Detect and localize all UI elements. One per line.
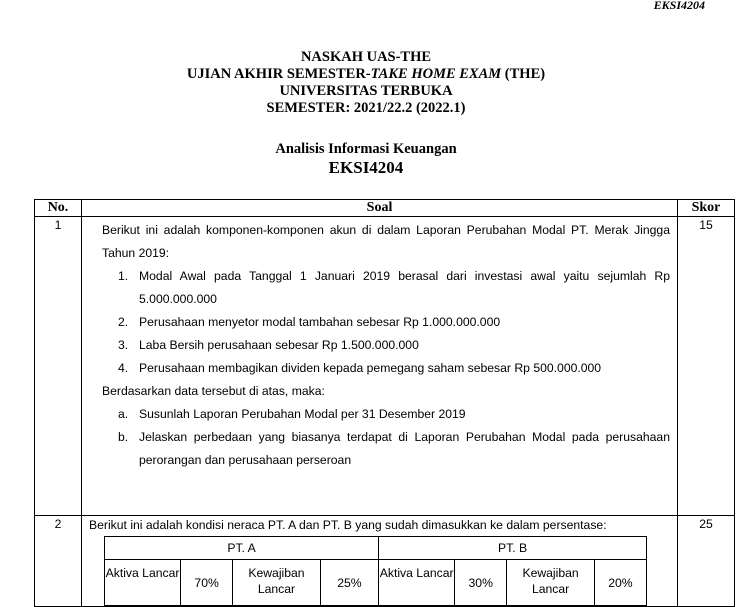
question-score: 25 [678,516,735,607]
header-skor: Skor [678,200,735,217]
course-title [0,141,732,177]
question-intro: Berikut ini adalah komponen-komponen akun di dalam Laporan Perubahan Modal PT. Merak Jingga Tahun 2019: [102,223,670,260]
cell-value: 70% [181,560,233,606]
question-number: 1 [35,217,82,516]
list-text: Jelaskan perbedaan yang biasanya terdapat di Laporan Perubahan Modal pada perusahaan perorangan dan perusahaan perseroan [139,430,670,467]
list-marker: 3. [118,338,129,352]
table-row [105,537,647,560]
cell-label: Aktiva Lancar [379,560,455,606]
list-text: Perusahaan menyetor modal tambahan sebesar Rp 1.000.000.000 [139,315,501,329]
list-marker: 1. [118,269,129,283]
header-line-2 [0,66,732,83]
table-row [35,217,735,516]
table-header-row [35,200,735,217]
header-no: No. [35,200,82,217]
task-list [102,403,670,472]
cell-value: 30% [455,560,507,606]
header-line-4: SEMESTER: 2021/22.2 (2022.1) [266,100,466,116]
list-marker: a. [118,407,129,421]
list-item [102,311,670,334]
course-code: EKSI4204 [328,158,404,177]
header-line-2c: (THE) [501,66,546,82]
cell-value: 25% [320,560,378,606]
table-row [105,560,647,606]
list-text: Modal Awal pada Tanggal 1 Januari 2019 berasal dari investasi awal yaitu sejumlah Rp 5.000.000.000 [139,269,670,306]
list-text: Laba Bersih perusahaan sebesar Rp 1.500.000.000 [139,338,419,352]
header-line-2b: TAKE HOME EXAM [370,66,502,82]
cell-value: 20% [594,560,646,606]
question-score: 15 [678,217,735,516]
company-a-header: PT. A [105,537,379,560]
header-soal: Soal [82,200,678,217]
list-marker: 2. [118,315,129,329]
list-marker: 4. [118,361,129,375]
question-intro: Berikut ini adalah kondisi neraca PT. A dan PT. B yang sudah dimasukkan ke dalam persentase: [89,518,607,532]
question-lead: Berdasarkan data tersebut di atas, maka: [102,384,325,398]
exam-header [0,49,732,117]
document-code: EKSI4204 [653,0,705,12]
list-item [102,426,670,472]
question-number: 2 [35,516,82,607]
list-text: Susunlah Laporan Perubahan Modal per 31 Desember 2019 [139,407,466,421]
list-item [102,357,670,380]
questions-table [34,199,735,607]
header-line-1: NASKAH UAS-THE [300,49,432,65]
question-body [82,516,678,607]
table-row [35,516,735,607]
header-line-2a: UJIAN AKHIR SEMESTER- [186,66,371,82]
component-list [102,265,670,380]
list-marker: b. [118,430,129,444]
question-body [82,217,678,516]
list-text: Perusahaan membagikan dividen kepada pemegang saham sebesar Rp 500.000.000 [139,361,602,375]
cell-label: Aktiva Lancar [105,560,181,606]
header-line-3: UNIVERSITAS TERBUKA [279,83,453,99]
list-item [102,265,670,311]
list-item [102,403,670,426]
list-item [102,334,670,357]
company-b-header: PT. B [379,537,647,560]
cell-label: Kewajiban Lancar [233,560,321,606]
balance-sheet-table [104,536,647,606]
cell-label: Kewajiban Lancar [507,560,595,606]
course-name: Analisis Informasi Keuangan [275,141,457,157]
